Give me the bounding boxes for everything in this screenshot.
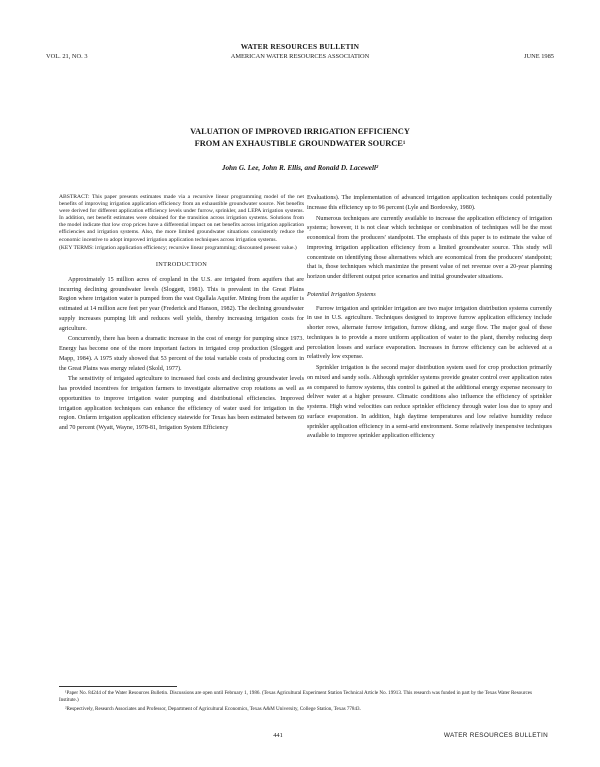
footnote-rule xyxy=(59,686,177,687)
volume-issue: VOL. 21, NO. 3 xyxy=(46,53,88,60)
paper-title xyxy=(46,126,554,150)
footer-journal-name: WATER RESOURCES BULLETIN xyxy=(443,732,548,739)
abstract-text: ABSTRACT: This paper presents estimates made via a recursive linear programming model of the net benefits of improving irrigation application efficiency from an exhaustible groundwater source. Net benefits were derived for different application efficiency levels under furrow, sprinkler, and LEPA irrigation systems. In addition, net benefit estimates were obtained for the transition across irrigation systems. Solutions from the model indicate that low crop prices have a differential impact on net benefits across irrigation application efficiencies and irrigation systems. Also, the more limited groundwater situations consistently reduce the economic incentive to adopt improved irrigation application techniques across irrigation systems. xyxy=(59,194,304,243)
page-number: 441 xyxy=(273,732,283,739)
footnote: ²Respectively, Research Associates and Professor, Department of Agricultural Economics, Texas A&M University, College Station, Texas 77843. xyxy=(65,706,361,712)
paragraph: The sensitivity of irrigated agriculture to increased fuel costs and declining groundwater levels has provided incentives for irrigation farmers to investigate alternative crop rotations as well as opportunities to improve irrigation water pumping and distributional efficiencies. Improved irrigation application techniques can enhance the efficiency of water used for irrigation in the region. Onfarm irrigation application efficiency statewide for Texas has been estimated between 60 and 70 percent (Wyatt, Wayne, 1978-81, Irrigation System Efficiency xyxy=(59,376,304,431)
footnotes xyxy=(59,690,549,715)
introduction-text xyxy=(59,276,304,434)
association-name: AMERICAN WATER RESOURCES ASSOCIATION xyxy=(230,53,370,60)
subsection-heading: Potential Irrigation Systems xyxy=(307,291,376,298)
paragraph: Numerous techniques are currently available to increase the application efficiency of irrigation systems; however, it is not clear which technique or combination of techniques will be the most economical from the producers' standpoint. The emphasis of this paper is to estimate the value of improving irrigation application efficiency from a limited groundwater source. This study will concentrate on identifying those alternatives which are economical from the producers' standpoint; that is, those techniques which maximize the present value of net revenue over a 20-year planning horizon under different output price scenarios and initial groundwater situations. xyxy=(307,215,552,280)
right-column-text xyxy=(307,194,552,442)
paragraph: Furrow irrigation and sprinkler irrigation are two major irrigation distribution systems currently in use in U.S. agriculture. Techniques designed to improve furrow application efficiency include shorter rows, alternate furrow irrigation, furrow diking, and surge flow. The major goal of these techniques is to provide a more uniform application of water to the plant, thereby reducing deep percolation losses and surface evaporation. Increases in furrow efficiency can be achieved at a relatively low expense. xyxy=(307,305,552,361)
title-line-2: FROM AN EXHAUSTIBLE GROUNDWATER SOURCE¹ xyxy=(194,139,406,148)
footnote: ¹Paper No. 84244 of the Water Resources Bulletin. Discussions are open until February 1, 1986. (Texas Agricultural Experiment Station Technical Article No. 19913. This research was funded in part by the Texas Water Resources Institute.) xyxy=(59,690,532,703)
abstract-block xyxy=(59,194,304,252)
issue-date: JUNE 1985 xyxy=(524,53,554,60)
author-list: John G. Lee, John R. Ellis, and Ronald D. Lacewell² xyxy=(221,164,379,172)
section-heading-introduction: INTRODUCTION xyxy=(155,260,208,268)
paragraph: Sprinkler irrigation is the second major distribution system used for crop production primarily on mixed and sandy soils. Although sprinkler systems provide greater control over application rates as compared to furrow systems, this control is gained at the additional energy expense necessary to deliver water at a higher pressure. Climatic conditions also influence the efficiency of sprinkler systems. High wind velocities can reduce sprinkler efficiency through water loss due to spray and surface evaporation. In addition, high daytime temperatures and low relative humidity reduce sprinkler application efficiency in a semi-arid environment. Some relatively inexpensive techniques available to improve sprinkler application efficiency xyxy=(307,365,552,440)
left-column xyxy=(59,194,304,434)
running-header xyxy=(46,42,554,66)
paragraph: Evaluations). The implementation of advanced irrigation application techniques could potentially increase this efficiency up to 96 percent (Lyle and Bordovsky, 1980). xyxy=(307,195,552,211)
key-terms: (KEY TERMS: irrigation application efficiency; recursive linear programming; discounted present value.) xyxy=(59,244,297,251)
paragraph: Concurrently, there has been a dramatic increase in the cost of energy for pumping since 1973. Energy has become one of the more important factors in irrigated crop production (Sloggett and Mapp, 1984). A 1975 study showed that 53 percent of the total variable costs of producing corn in the Great Plains was energy related (Skold, 1977). xyxy=(59,336,304,372)
right-column xyxy=(307,194,552,442)
journal-name: WATER RESOURCES BULLETIN xyxy=(240,42,360,51)
paragraph: Approximately 15 million acres of cropland in the U.S. are irrigated from aquifers that are incurring declining groundwater levels (Sloggett, 1981). This is prevalent in the Great Plains Region where irrigation water is pumped from the vast Ogallala Aquifer. Mining from the aquifer is estimated at 14 million acre feet per year (Frederick and Hanson, 1982). The declining groundwater supply increases pumping lift and reduces well yields, thereby increasing irrigation costs for agriculture. xyxy=(59,276,304,332)
title-line-1: VALUATION OF IMPROVED IRRIGATION EFFICIENCY xyxy=(190,127,410,136)
